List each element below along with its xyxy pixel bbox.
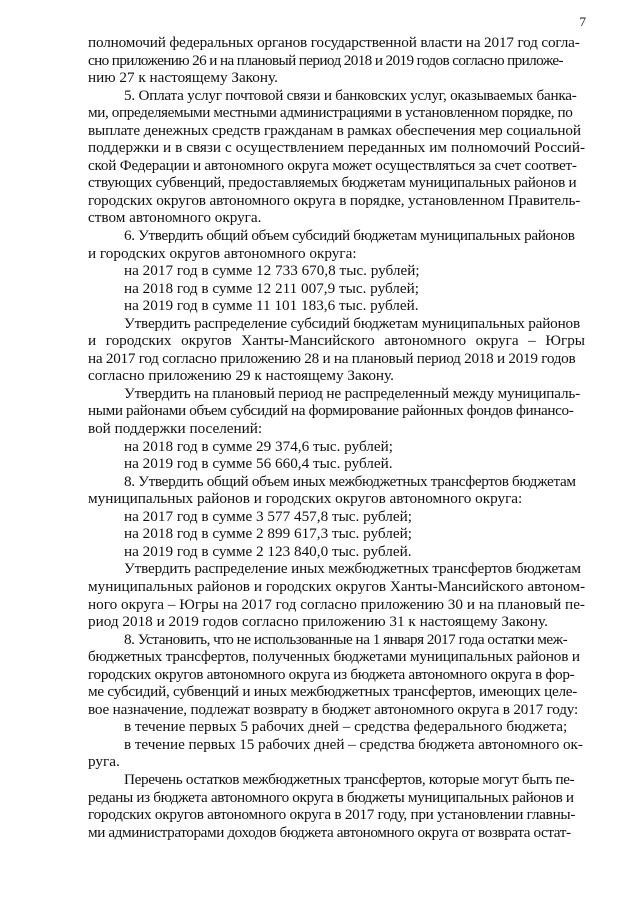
text-line: на 2018 год в сумме 12 211 007,9 тыс. рублей; [124,279,419,297]
text-line: ме субсидий, субвенций и иных межбюджетных трансфертов, имеющих целе- [88,683,578,701]
page-number: 7 [579,14,586,29]
text-line: ного округа – Югры на 2017 год согласно приложению 30 и на плановый пе- [88,595,585,613]
text-line: бюджетных трансфертов, полученных бюджетами муниципальных районов и [88,648,580,666]
text-line: муниципальных районов и городских округов Ханты-Мансийского автоном- [88,577,585,595]
text-line: городских округов автономного округа в порядке, установленном Правитель- [88,191,581,209]
text-line: городских округов автономного округа в 2017 году, при установлении главны- [88,806,576,824]
text-line: ствующих субвенций, предоставляемых бюджетам муниципальных районов и [88,174,577,192]
text-line: в течение первых 5 рабочих дней – средства федерального бюджета; [124,718,568,736]
text-line: Перечень остатков межбюджетных трансфертов, которые могут быть пе- [124,770,575,788]
text-line: ными районами объем субсидий на формирование районных фондов финансо- [88,402,574,420]
text-line: на 2019 год в сумме 56 660,4 тыс. рублей. [124,455,393,473]
text-line: Утвердить распределение иных межбюджетных трансфертов бюджетам [124,560,581,578]
text-line: нию 27 к настоящему Закону. [88,69,278,87]
text-line: 5. Оплата услуг почтовой связи и банковских услуг, оказываемых банка- [124,86,577,104]
text-line: на 2019 год в сумме 2 123 840,0 тыс. рублей. [124,542,412,560]
text-line: ством автономного округа. [88,209,262,227]
text-line: риод 2018 и 2019 годов согласно приложению 31 к настоящему Закону. [88,613,548,631]
text-line: Утвердить на плановый период не распределенный между муниципаль- [124,384,581,402]
text-line: муниципальных районов и городских округов автономного округа: [88,490,523,508]
text-line: на 2017 год в сумме 12 733 670,8 тыс. рублей; [124,262,420,280]
text-line: 8. Утвердить общий объем иных межбюджетных трансфертов бюджетам [124,472,576,490]
text-line: Утвердить распределение субсидий бюджетам муниципальных районов [124,314,580,332]
text-line: в течение первых 15 рабочих дней – средства бюджета автономного ок- [124,735,583,753]
text-line: ми администраторами доходов бюджета автономного округа от возврата остат- [88,823,571,841]
text-line: вой поддержки поселений: [88,420,263,438]
text-line: на 2019 год в сумме 11 101 183,6 тыс. рублей. [124,297,419,315]
document-body [88,34,585,841]
text-line: полномочий федеральных органов государственной власти на 2017 год согла- [88,34,580,51]
text-line: на 2017 год согласно приложению 28 и на плановый период 2018 и 2019 годов [88,349,576,367]
text-line: на 2018 год в сумме 2 899 617,3 тыс. рублей; [124,525,412,543]
text-line: согласно приложению 29 к настоящему Закону. [88,367,394,385]
text-line: реданы из бюджета автономного округа в бюджеты муниципальных районов и [88,788,574,806]
text-line: вое назначение, подлежат возврату в бюджет автономного округа в 2017 году: [88,700,579,718]
text-line: сно приложению 26 и на плановый период 2018 и 2019 годов согласно приложе- [88,51,563,69]
text-line: выплате денежных средств гражданам в рамках обеспечения мер социальной [88,121,581,139]
text-line: на 2017 год в сумме 3 577 457,8 тыс. рублей; [124,507,412,525]
text-line: на 2018 год в сумме 29 374,6 тыс. рублей; [124,437,393,455]
text-line: поддержки и в связи с осуществлением переданных им полномочий Россий- [88,139,585,157]
text-line: и городских округов автономного округа: [88,244,357,262]
text-line: 8. Установить, что не использованные на 1 января 2017 года остатки меж- [124,630,568,648]
text-line: и городских округов Ханты-Мансийского автономного округа – Югры [88,332,585,350]
text-line: 6. Утвердить общий объем субсидий бюджетам муниципальных районов [124,227,575,245]
text-line: ми, определяемыми местными администрациями в установленном порядке, по [88,104,573,122]
text-line: ской Федерации и автономного округа может осуществляться за счет соответ- [88,156,577,174]
text-line: городских округов автономного округа из бюджета автономного округа в фор- [88,665,575,683]
text-line: руга. [88,753,120,771]
